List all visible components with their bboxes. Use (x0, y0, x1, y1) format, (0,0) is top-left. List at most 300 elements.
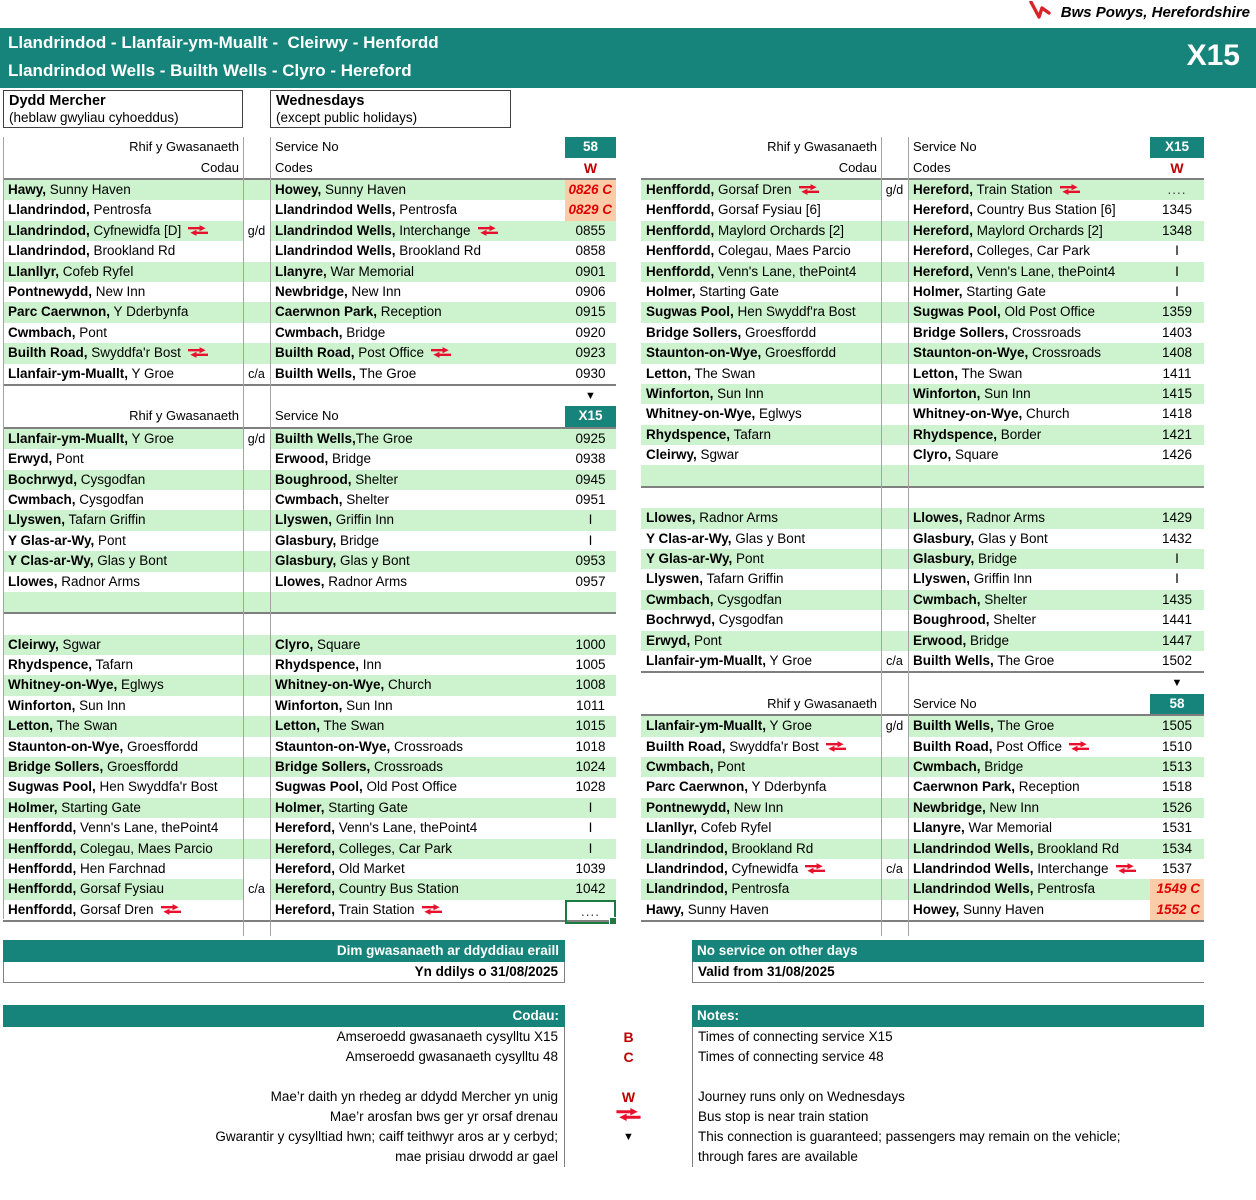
stop-name-cy-strong: Cwmbach, (8, 491, 76, 507)
note-row (3, 1067, 1204, 1087)
transfer-code (243, 490, 270, 510)
departure-time: 1348 (1161, 222, 1193, 238)
stop-name-en-strong: Sugwas Pool, (275, 779, 363, 795)
rail-interchange-icon (565, 1107, 692, 1127)
codes-bar-welsh: Codau: (3, 1005, 565, 1027)
connection-triangle-icon: ▼ (623, 1131, 634, 1143)
stop-name-cy-strong: Cwmbach, (646, 591, 714, 607)
transfer-code (881, 529, 908, 549)
transfer-code (243, 737, 270, 757)
stop-name-en: Clyro, Square (913, 447, 999, 463)
departure-time: 1042 (575, 881, 606, 897)
stop-row (641, 737, 1204, 757)
stop-name-cy-strong: Rhydspence, (646, 426, 731, 442)
stop-name-cy: Staunton-on-Wye, Groesffordd (646, 345, 837, 361)
stop-name-cy: Llandrindod, Brookland Rd (8, 243, 176, 259)
stop-row (3, 879, 616, 899)
stop-name-en-strong: Llanyre, (913, 820, 965, 836)
departure-time: 0923 (575, 345, 606, 361)
transfer-code (243, 302, 270, 322)
stop-row (641, 610, 1204, 630)
transfer-code (881, 404, 908, 424)
stop-name-en-strong: Hereford, (913, 182, 974, 197)
stop-name-en: Rhydspence, Border (913, 426, 1042, 442)
departure-time: 1513 (1161, 759, 1193, 775)
stop-name-cy-strong: Bochrwyd, (8, 471, 78, 487)
stop-name-en: Glasbury, Glas y Bont (275, 553, 410, 569)
stop-row (3, 200, 616, 220)
transfer-code (881, 384, 908, 404)
transfer-code (243, 282, 270, 302)
stop-name-en-strong: Howey, (913, 901, 960, 917)
day-title-welsh: Dydd Mercher (9, 93, 106, 109)
stop-name-cy-strong: Erwyd, (646, 632, 691, 648)
stop-name-en-strong: Holmer, (275, 799, 325, 815)
stop-name-en: Hereford, Train Station (908, 180, 1150, 200)
day-code: W (583, 159, 598, 176)
stop-name-cy: Bridge Sollers, Groesffordd (8, 759, 179, 775)
stop-name-cy-strong: Rhydspence, (8, 657, 93, 673)
stop-name-cy: Y Clas-ar-Wy, Glas y Bont (8, 553, 168, 569)
stop-name-cy-strong: Llanfair-ym-Muallt, (8, 365, 129, 381)
departure-time: 1345 (1161, 202, 1193, 218)
stop-row (3, 221, 616, 241)
transfer-code (881, 364, 908, 384)
stop-name-en: Llyswen, Griffin Inn (275, 512, 395, 528)
stop-name-cy: Llyswen, Tafarn Griffin (646, 571, 784, 587)
stop-name-en: Llandrindod Wells, Interchange (270, 221, 565, 241)
transfer-code-header (881, 694, 908, 715)
stop-name-cy-strong: Whitney-on-Wye, (646, 406, 756, 422)
stop-name-en-strong: Letton, (913, 365, 958, 381)
departure-time: 1531 (1161, 820, 1193, 836)
stop-name-en: Whitney-on-Wye, Church (275, 677, 432, 693)
stop-name-cy: Holmer, Starting Gate (646, 283, 779, 299)
service-no-label-cy: Rhif y Gwasanaeth (767, 695, 877, 711)
departure-time: 0938 (575, 451, 606, 467)
departure-time: 1421 (1161, 426, 1193, 442)
brand-text: Bws Powys, Herefordshire (1060, 4, 1250, 21)
transfer-code (243, 839, 270, 859)
stop-name-en-strong: Erwood, (913, 632, 967, 648)
stop-row (641, 364, 1204, 384)
transfer-code (243, 696, 270, 716)
stop-row (3, 635, 616, 655)
note-text-en: Bus stop is near train station (692, 1107, 1204, 1127)
transfer-code (881, 282, 908, 302)
stop-name-en: Builth Road, Post Office (270, 343, 565, 363)
stop-name-cy-strong: Sugwas Pool, (8, 779, 96, 795)
stop-name-cy-strong: Sugwas Pool, (646, 304, 734, 320)
stop-name-cy-strong: Cleirwy, (8, 636, 59, 652)
stop-row (641, 508, 1204, 528)
stop-row (3, 900, 616, 920)
stop-name-en: Cwmbach, Shelter (913, 591, 1028, 607)
transfer-code (243, 716, 270, 736)
stop-name-cy: Letton, The Swan (8, 718, 118, 734)
stop-row (641, 404, 1204, 424)
stop-name-cy-strong: Hawy, (646, 901, 685, 917)
stop-name-cy: Henffordd, Colegau, Maes Parcio (646, 243, 851, 259)
connection-triangle-icon (1150, 488, 1204, 508)
service-no-badge-cell (565, 137, 616, 158)
selected-cell[interactable]: .... (565, 900, 616, 924)
transfer-code (881, 200, 908, 220)
stop-name-en-strong: Boughrood, (275, 471, 352, 487)
section-gap-row (3, 614, 616, 634)
note-text-en: This connection is guaranteed; passengers may remain on the vehicle; (692, 1127, 1204, 1147)
departure-time: 0915 (575, 304, 606, 320)
service-no-row (641, 694, 1204, 717)
stop-name-en: Llandrindod Wells, Brookland Rd (275, 243, 482, 259)
stop-name-cy-strong: Y Glas-ar-Wy, (646, 551, 733, 567)
transfer-code (243, 510, 270, 530)
transfer-code: c/a (243, 364, 270, 384)
stop-name-cy: Cwmbach, Cysgodfan (646, 591, 782, 607)
stop-name-cy: Pontnewydd, New Inn (646, 799, 784, 815)
stop-name-cy: Henffordd, Venn's Lane, thePoint4 (646, 263, 857, 279)
stop-name-en: Hereford, Maylord Orchards [2] (913, 222, 1103, 238)
stop-name-en-strong: Howey, (275, 182, 322, 197)
stop-name-en-strong: Rhydspence, (275, 657, 360, 673)
service-no-badge-cell (565, 406, 616, 427)
stop-name-en: Sugwas Pool, Old Post Office (913, 304, 1096, 320)
stop-name-cy-strong: Cwmbach, (646, 759, 714, 775)
stop-name-cy-strong: Hawy, (8, 182, 47, 197)
stop-name-en: Howey, Sunny Haven (275, 182, 407, 197)
rail-interchange-icon (799, 181, 819, 200)
stop-row (641, 651, 1204, 671)
stop-name-en-strong: Llandrindod Wells, (913, 881, 1034, 897)
transfer-code: g/d (881, 180, 908, 200)
departure-time: 0920 (575, 324, 606, 340)
stop-name-en-strong: Cwmbach, (275, 491, 343, 507)
departure-time: I (1175, 551, 1179, 567)
transfer-code (881, 465, 908, 485)
stop-row (641, 569, 1204, 589)
departure-time: 0829 C (565, 200, 616, 220)
stop-name-cy-strong: Llowes, (8, 573, 58, 589)
service-no-label-en: Service No (913, 695, 977, 711)
stop-row (3, 241, 616, 261)
transfer-code (881, 798, 908, 818)
stop-row (3, 180, 616, 200)
stop-name-cy: Y Clas-ar-Wy, Glas y Bont (646, 530, 806, 546)
transfer-code (881, 221, 908, 241)
stop-name-en-strong: Llyswen, (275, 512, 333, 528)
stop-name-en: Winforton, Sun Inn (913, 385, 1031, 401)
transfer-code (243, 635, 270, 655)
stop-name-en-strong: Bridge Sollers, (913, 324, 1009, 340)
stop-name-cy-strong: Letton, (8, 718, 53, 734)
stop-name-cy-strong: Cleirwy, (646, 447, 697, 463)
stop-row (3, 757, 616, 777)
stop-name-cy-strong: Llandrindod, (8, 222, 90, 238)
transfer-code (881, 302, 908, 322)
stop-name-en-strong: Cwmbach, (913, 759, 981, 775)
rail-interchange-icon (805, 860, 825, 879)
stop-name-cy: Winforton, Sun Inn (8, 697, 126, 713)
stop-row (641, 879, 1204, 899)
stop-name-cy (641, 465, 881, 485)
stop-name-cy: Erwyd, Pont (8, 451, 84, 467)
stop-name-cy-strong: Henffordd, (646, 243, 715, 259)
stop-name-en-strong: Staunton-on-Wye, (913, 345, 1029, 361)
stop-name-cy-strong: Llandrindod, (646, 840, 728, 856)
stop-row (641, 716, 1204, 736)
note-text-cy: Mae’r daith yn rhedeg ar ddydd Mercher yn unig (3, 1087, 565, 1107)
rail-interchange-icon (188, 222, 208, 241)
stop-name-en-strong: Builth Road, (913, 738, 993, 754)
stop-name-en-strong: Glasbury, (913, 551, 975, 567)
stop-name-en-strong: Erwood, (275, 451, 329, 467)
stop-name-en-strong: Whitney-on-Wye, (275, 677, 385, 693)
stop-name-cy: Cleirwy, Sgwar (8, 636, 101, 652)
transfer-code (243, 343, 270, 363)
transfer-code (881, 631, 908, 651)
departure-time: 0855 (575, 222, 606, 238)
departure-time: 1534 (1161, 840, 1193, 856)
stop-name-en-strong: Llyswen, (913, 571, 971, 587)
stop-name-cy-strong: Winforton, (646, 385, 714, 401)
departure-time: 1359 (1161, 304, 1193, 320)
stop-name-en: Llandrindod Wells, Pentrosfa (275, 202, 458, 218)
stop-row (3, 323, 616, 343)
stop-name-cy: Sugwas Pool, Hen Swyddf'ra Bost (646, 304, 856, 320)
transfer-code (243, 655, 270, 675)
stop-name-en-strong: Hereford, (275, 901, 336, 917)
column-gridline (881, 137, 882, 936)
stop-name-en: Staunton-on-Wye, Crossroads (275, 738, 464, 754)
stop-name-en: Hereford, Colleges, Car Park (275, 840, 453, 856)
stop-name-en-strong: Hereford, (275, 881, 336, 897)
stop-name-cy: Llandrindod, Cyfnewidfa (641, 859, 881, 879)
stop-name-en: Bridge Sollers, Crossroads (913, 324, 1082, 340)
transfer-code: g/d (881, 716, 908, 736)
stop-row (3, 572, 616, 592)
stop-name-en: Whitney-on-Wye, Church (913, 406, 1070, 422)
stop-name-cy: Bochrwyd, Cysgodfan (646, 612, 784, 628)
transfer-code (881, 610, 908, 630)
stop-name-cy-strong: Staunton-on-Wye, (8, 738, 124, 754)
stop-row (641, 323, 1204, 343)
section-gap-row (3, 386, 616, 406)
stop-name-en: Rhydspence, Inn (275, 657, 382, 673)
departure-time: I (1175, 263, 1179, 279)
stop-name-cy-strong: Pontnewydd, (8, 283, 92, 299)
transfer-code (243, 180, 270, 200)
departure-time: 1526 (1161, 799, 1193, 815)
transfer-code (243, 241, 270, 261)
transfer-code (881, 777, 908, 797)
service-no-badge: 58 (565, 137, 616, 158)
stop-name-cy: Henffordd, Colegau, Maes Parcio (8, 840, 213, 856)
stop-name-en-strong: Caerwnon Park, (913, 779, 1016, 795)
transfer-code (243, 551, 270, 571)
departure-time: 0925 (575, 430, 606, 446)
stop-name-cy: Rhydspence, Tafarn (8, 657, 134, 673)
note-text-cy: mae prisiau drwodd ar gael (3, 1147, 565, 1167)
stop-name-cy: Llandrindod, Brookland Rd (646, 840, 814, 856)
transfer-code (243, 900, 270, 924)
notes-bar-english: Notes: (692, 1005, 1204, 1027)
transfer-code-header (881, 137, 908, 158)
stop-name-cy: Llanfair-ym-Muallt, Y Groe (8, 365, 175, 381)
note-code-letter: B (623, 1029, 634, 1045)
no-service-bar-english: No service on other days (692, 940, 1204, 962)
stop-name-cy: Staunton-on-Wye, Groesffordd (8, 738, 199, 754)
stop-name-cy-strong: Builth Road, (8, 345, 88, 361)
stop-name-en-strong: Hereford, (913, 222, 974, 238)
stop-name-en: Hereford, Venn's Lane, thePoint4 (275, 820, 478, 836)
departure-time: 1000 (575, 636, 606, 652)
departure-time: 0930 (575, 365, 606, 381)
stop-name-cy: Letton, The Swan (646, 365, 756, 381)
stop-name-en-strong: Llandrindod Wells, (913, 861, 1034, 876)
note-text-cy: Amseroedd gwasanaeth cysylltu X15 (3, 1027, 565, 1047)
stop-name-en: Builth Wells, The Groe (275, 365, 417, 381)
rail-interchange-icon (161, 901, 181, 921)
stop-name-en-strong: Hereford, (913, 243, 974, 259)
departure-time: I (588, 532, 593, 548)
stop-name-en-strong: Holmer, (913, 283, 963, 299)
stop-name-cy-strong: Pontnewydd, (646, 799, 730, 815)
rail-interchange-icon (422, 901, 442, 921)
timetable-return (641, 137, 1204, 922)
stop-name-cy-strong: Llandrindod, (8, 202, 90, 218)
stop-row (641, 839, 1204, 859)
stop-row (3, 859, 616, 879)
stop-row (641, 549, 1204, 569)
transfer-code (881, 425, 908, 445)
stop-name-en-strong: Llandrindod Wells, (275, 202, 396, 218)
stop-name-en: Howey, Sunny Haven (913, 901, 1045, 917)
stop-name-cy-strong: Holmer, (646, 283, 696, 299)
stop-name-cy: Builth Road, Swyddfa'r Bost (3, 343, 243, 363)
stop-name-cy: Llanllyr, Cofeb Ryfel (8, 263, 134, 279)
stop-name-en-strong: Hereford, (275, 820, 336, 836)
stop-name-en-strong: Builth Wells, (275, 365, 356, 381)
valid-from-welsh: Yn ddilys o 31/08/2025 (3, 962, 565, 983)
stop-name-en: Glasbury, Glas y Bont (913, 530, 1048, 546)
note-code-letter (565, 1067, 692, 1087)
stop-name-en: Builth Wells, The Groe (913, 718, 1055, 734)
stop-name-en-strong: Clyro, (913, 447, 952, 463)
transfer-code (243, 200, 270, 220)
note-text-en (692, 1067, 1204, 1087)
service-no-label-en: Service No (913, 139, 977, 154)
stop-name-en: Llowes, Radnor Arms (275, 573, 408, 589)
departure-time: I (588, 799, 593, 815)
transfer-code (243, 592, 270, 612)
stop-name-cy: Henffordd, Venn's Lane, thePoint4 (8, 820, 219, 836)
transfer-code: c/a (881, 651, 908, 671)
transfer-code (881, 590, 908, 610)
stop-name-cy-strong: Henffordd, (646, 263, 715, 279)
departure-time: I (1175, 243, 1179, 259)
stop-name-en: Holmer, Starting Gate (275, 799, 408, 815)
stop-name-cy-strong: Letton, (646, 365, 691, 381)
stop-row (3, 737, 616, 757)
note-text-en: through fares are available (692, 1147, 1204, 1167)
codes-label-en: Codes (913, 159, 951, 175)
stop-name-cy-strong: Llanfair-ym-Muallt, (8, 430, 129, 446)
rail-interchange-icon (188, 344, 208, 363)
stop-name-cy-strong: Bridge Sollers, (646, 324, 742, 340)
service-no-row (3, 406, 616, 429)
stop-name-en: Cwmbach, Bridge (913, 759, 1024, 775)
stop-row (3, 592, 616, 612)
stop-name-cy: Pontnewydd, New Inn (8, 283, 146, 299)
note-text-en: Times of connecting service X15 (692, 1027, 1204, 1047)
stop-name-en: Glasbury, Bridge (275, 532, 380, 548)
departure-time: 1435 (1161, 591, 1193, 607)
stop-name-en: Letton, The Swan (913, 365, 1023, 381)
stop-name-cy: Henffordd, Maylord Orchards [2] (646, 222, 845, 238)
gap-spacer (641, 488, 1150, 508)
stop-name-en-strong: Llandrindod Wells, (275, 243, 396, 259)
transfer-code-header (243, 158, 270, 179)
stop-name-cy: Llanfair-ym-Muallt, Y Groe (646, 652, 813, 668)
stop-name-cy-strong: Bridge Sollers, (8, 759, 104, 775)
stop-name-cy-strong: Henffordd, (8, 901, 77, 917)
stop-name-cy: Parc Caerwnon, Y Dderbynfa (646, 779, 827, 795)
transfer-code (243, 572, 270, 592)
transfer-code (881, 445, 908, 465)
departure-time: 1005 (575, 657, 606, 673)
departure-time: 1418 (1161, 406, 1193, 422)
stop-name-en-strong: Hereford, (913, 263, 974, 279)
stop-name-en-strong: Rhydspence, (913, 426, 998, 442)
route-title-welsh: Llandrindod - Llanfair-ym-Muallt - Cleirwy - Henfordd (8, 33, 439, 52)
departure-time: 0945 (575, 471, 606, 487)
departure-time: 1028 (575, 779, 606, 795)
stop-name-en: Glasbury, Bridge (913, 551, 1018, 567)
stop-row (641, 221, 1204, 241)
departure-time: I (1175, 571, 1179, 587)
rail-interchange-icon (431, 344, 451, 363)
transfer-code (881, 549, 908, 569)
service-no-label-cy: Rhif y Gwasanaeth (767, 139, 877, 154)
stop-name-cy: Henffordd, Gorsaf Dren (3, 900, 243, 924)
stop-name-en-strong: Llandrindod Wells, (275, 222, 396, 238)
stop-name-cy-strong: Y Clas-ar-Wy, (8, 553, 94, 569)
stop-row (641, 529, 1204, 549)
stop-name-cy-strong: Erwyd, (8, 451, 53, 467)
departure-time: I (588, 840, 593, 856)
stop-name-cy-strong: Holmer, (8, 799, 58, 815)
rail-interchange-icon (826, 738, 846, 757)
stop-name-en-strong: Builth Wells, (275, 430, 356, 446)
transfer-code (881, 900, 908, 920)
day-box-english (270, 90, 511, 128)
stop-row (3, 449, 616, 469)
stop-name-cy-strong: Henffordd, (646, 182, 715, 197)
transfer-code: c/a (243, 879, 270, 899)
note-text-cy: Amseroedd gwasanaeth cysylltu 48 (3, 1047, 565, 1067)
stop-row (641, 590, 1204, 610)
stop-name-cy: Cleirwy, Sgwar (646, 447, 739, 463)
valid-from-english: Valid from 31/08/2025 (692, 962, 1204, 983)
stop-row (3, 839, 616, 859)
stop-row (3, 716, 616, 736)
stop-name-cy: Llowes, Radnor Arms (8, 573, 141, 589)
transfer-code (881, 343, 908, 363)
stop-row (641, 282, 1204, 302)
stop-name-cy-strong: Henffordd, (646, 222, 715, 238)
stop-name-cy-strong: Whitney-on-Wye, (8, 677, 118, 693)
stop-name-cy: Llandrindod, Pentrosfa (8, 202, 152, 218)
